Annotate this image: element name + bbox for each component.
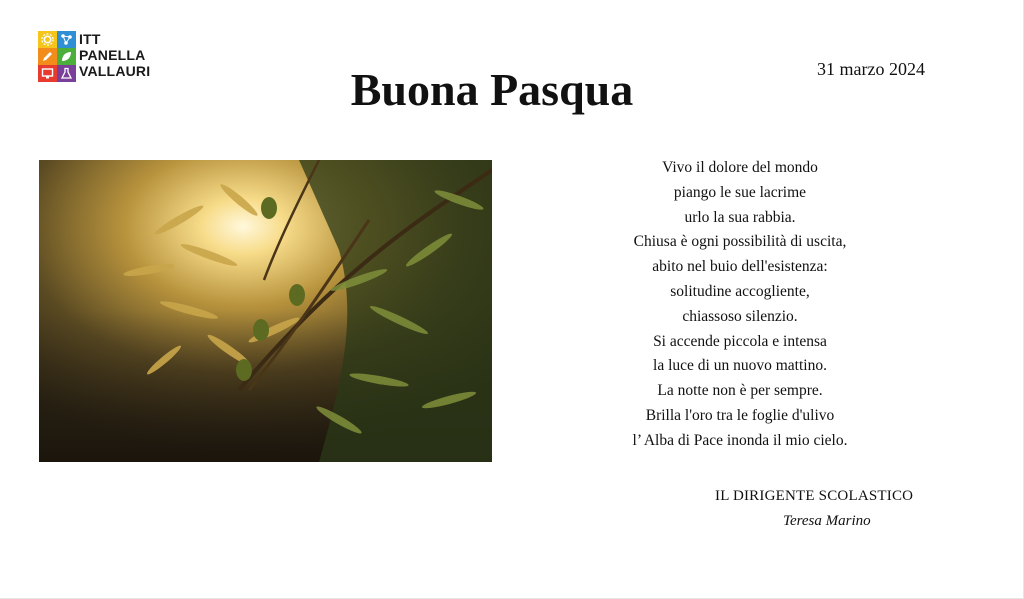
poem-line: chiassoso silenzio. [682,307,798,325]
poem-line: solitudine accogliente, [670,282,810,300]
poem-line: Brilla l'oro tra le foglie d'ulivo [645,406,835,424]
poem-line: La notte non è per sempre. [657,382,823,400]
poem-line: abito nel buio dell'esistenza: [652,258,828,276]
signature-role: IL DIRIGENTE SCOLASTICO [715,488,914,504]
signature-name: Teresa Marino [783,513,871,529]
poem-line: Si accende piccola e intensa [653,332,827,350]
letter-date: 31 marzo 2024 [817,59,925,79]
poem-line: la luce di un nuovo mattino. [653,357,827,375]
poem [570,156,910,454]
poem-line: urlo la sua rabbia. [684,208,796,226]
poem-line: Chiusa è ogni possibilità di uscita, [633,233,847,251]
logo-line-3: VALLAURI [79,63,151,79]
logo-line-1: ITT [79,31,101,47]
olive-branch-photo [39,160,492,462]
signature-block [715,485,913,532]
poem-line: l’ Alba di Pace inonda il mio cielo. [632,431,848,449]
page-title: Buona Pasqua [350,64,634,115]
logo-line-2: PANELLA [79,47,146,63]
poem-line: piango le sue lacrime [673,183,807,201]
poem-line: Vivo il dolore del mondo [662,159,818,176]
molecule-icon [57,31,76,48]
gear-icon [38,31,57,48]
